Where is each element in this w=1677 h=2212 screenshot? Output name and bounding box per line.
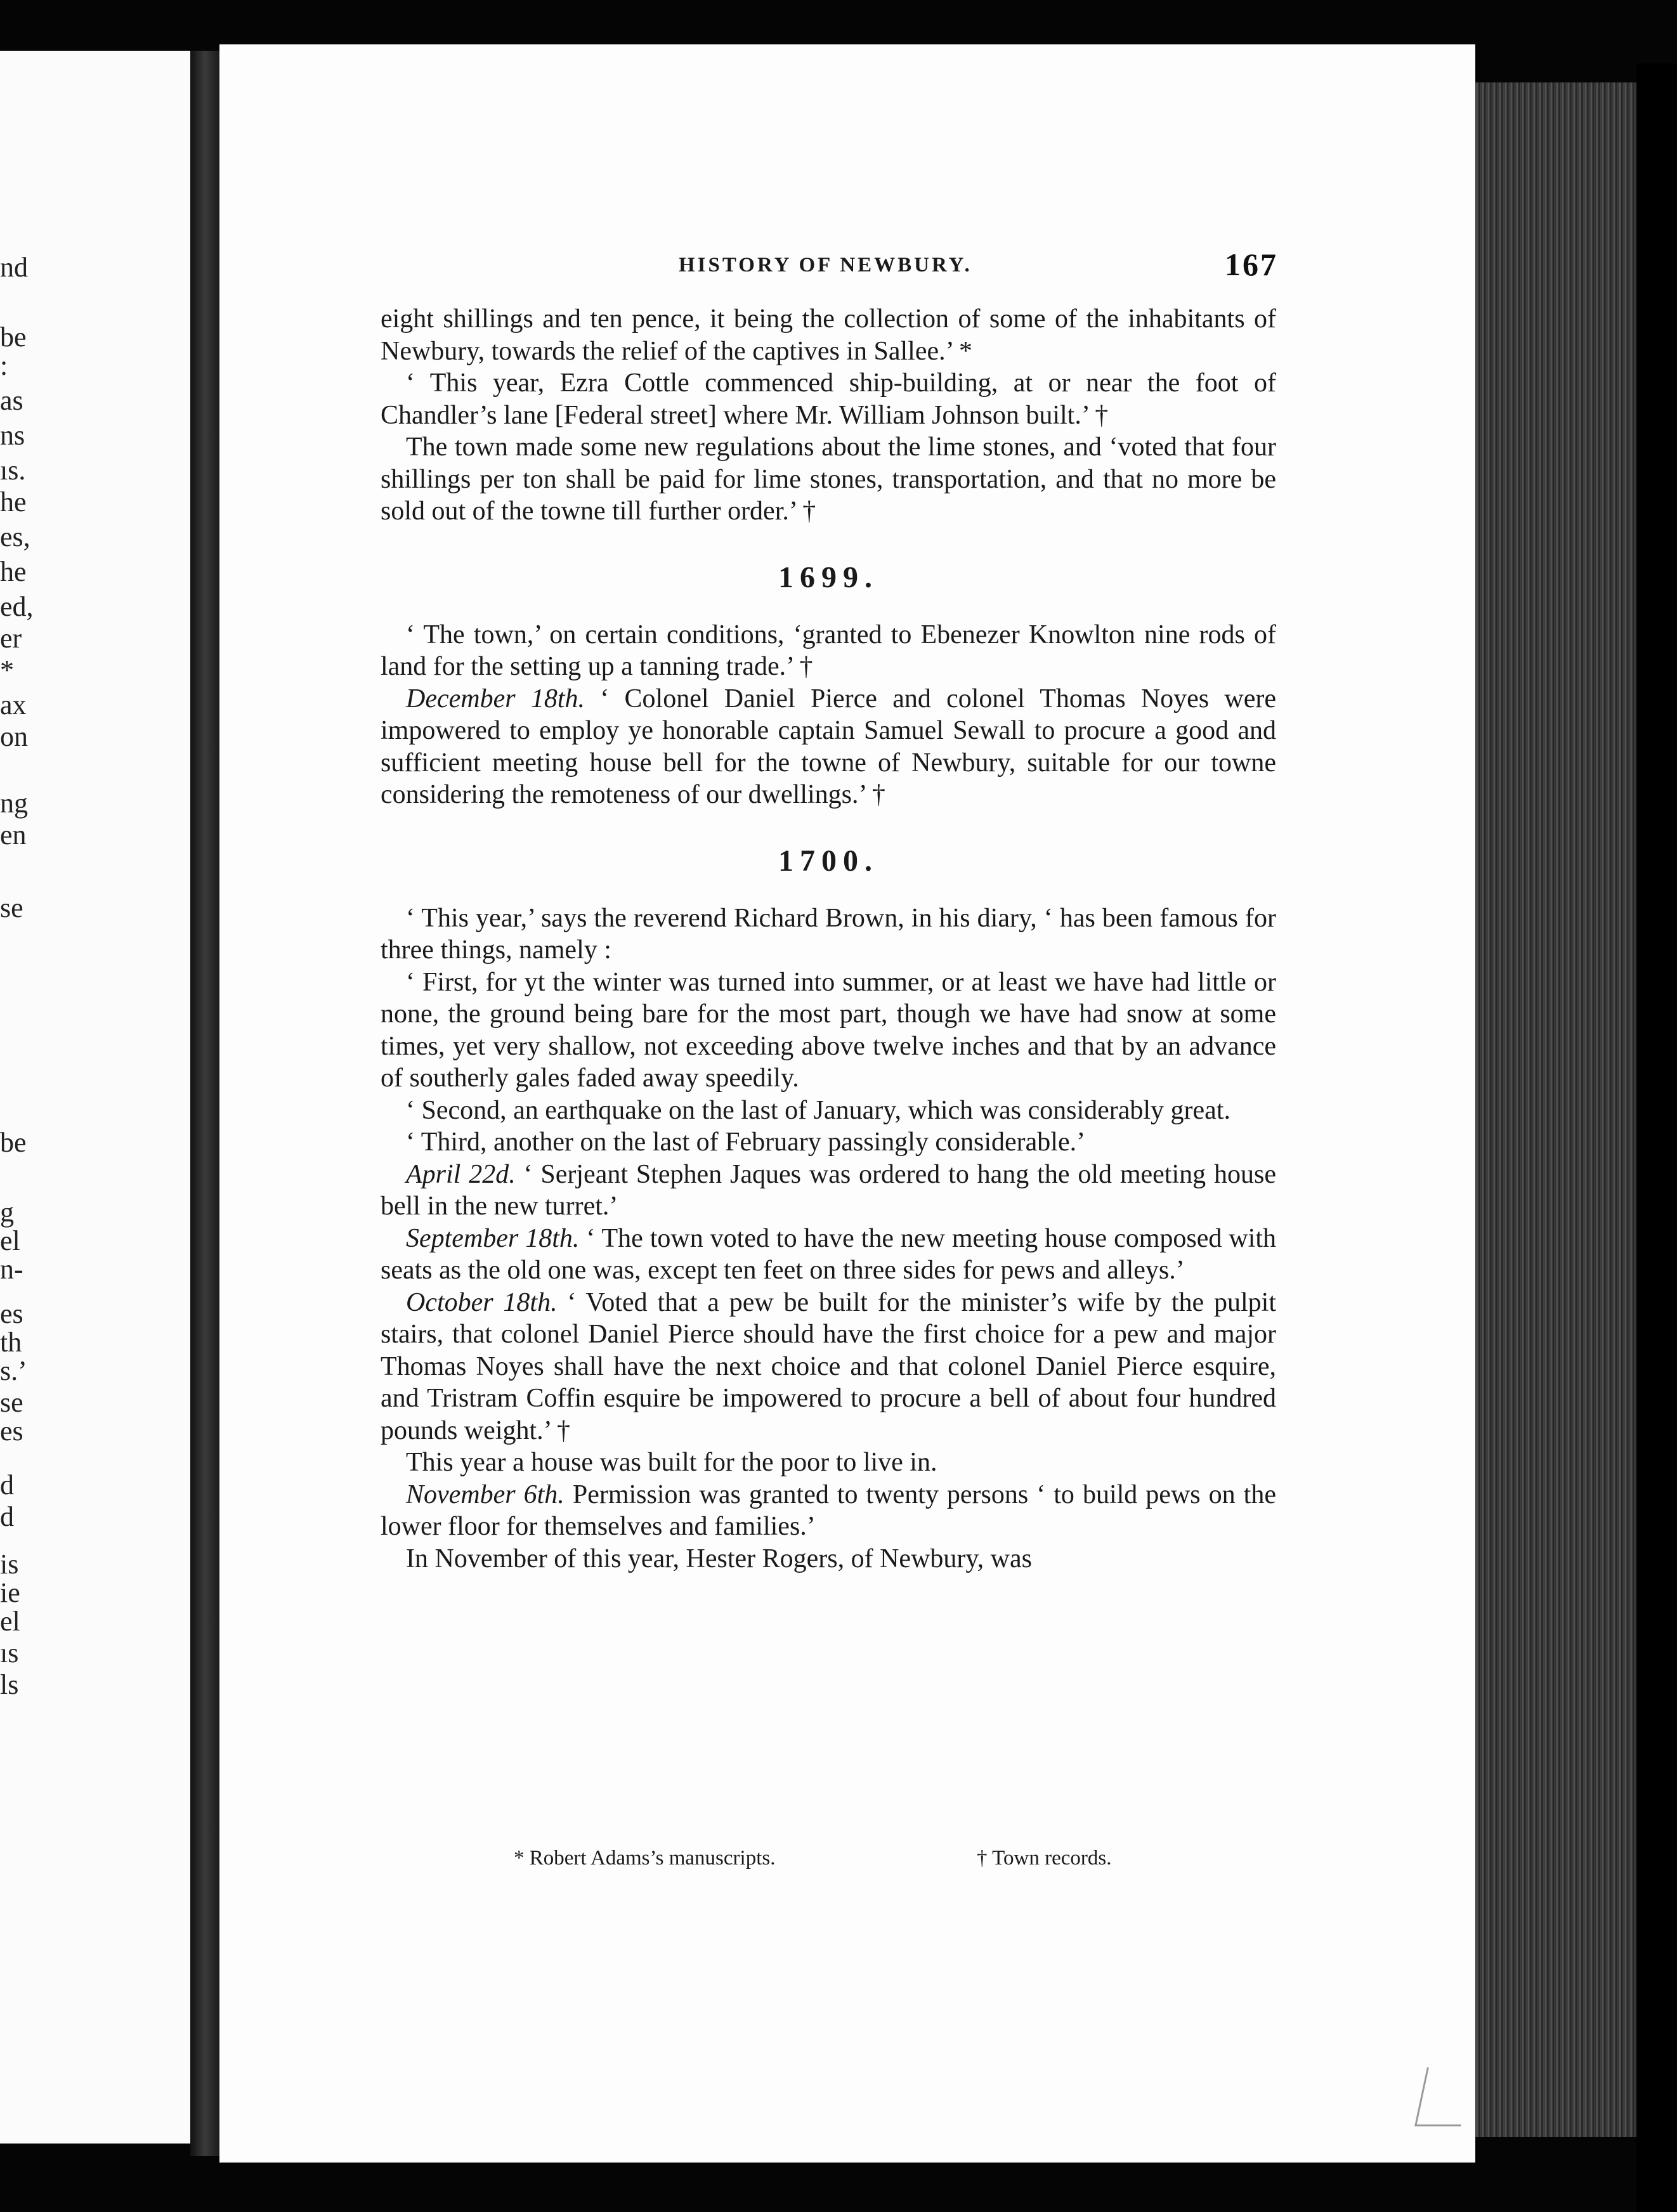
paragraph-text: Permission was granted to twenty persons ‘ to build pews on the lower floor for themselves and families.’	[381, 1480, 1276, 1541]
footnotes	[381, 1847, 1276, 1878]
running-head: HISTORY OF NEWBURY.	[679, 254, 972, 276]
facing-page-fragment-text: en	[0, 819, 27, 850]
date-label: October 18th.	[406, 1287, 558, 1317]
facing-page-fragment-text: be	[0, 322, 27, 353]
facing-page-fragment-text: el	[0, 1606, 20, 1637]
facing-page-fragment-text: es	[0, 1298, 23, 1329]
paragraph: The town made some new regulations about the lime stones, and ‘voted that four shillings per ton shall be paid for lime stones, transportation, and that no more be sold out of the towne till further order.’ †	[381, 433, 1276, 526]
facing-page-fragment-text: es,	[0, 521, 30, 552]
facing-page-fragment-text: g	[0, 1197, 14, 1228]
paragraph-text: ‘ Colonel Daniel Pierce and colonel Thomas Noyes were impowered to employ ye honorable captain Samuel Sewall to procure a good and sufficient meeting house bell for the towne of Newbury, suitable for our towne considering the remoteness of our dwellings.’ †	[381, 684, 1276, 809]
facing-page-fragment-text: th	[0, 1327, 22, 1358]
facing-page-fragment-text: el	[0, 1225, 20, 1256]
facing-page-fragment-text: :	[0, 350, 8, 381]
paragraph: In November of this year, Hester Rogers, of Newbury, was	[406, 1544, 1032, 1573]
paragraph	[381, 1479, 1276, 1543]
paragraph-text: ‘ The town voted to have the new meeting house composed with seats as the old one was, except ten feet on three sides for pews and alleys.’	[381, 1223, 1276, 1285]
facing-page-fragment-text: se	[0, 892, 23, 923]
paragraph: This year a house was built for the poor to live in.	[406, 1448, 937, 1477]
paragraph	[381, 1159, 1276, 1223]
paragraph: ‘ The town,’ on certain conditions, ‘granted to Ebenezer Knowlton nine rods of land for the setting up a tanning trade.’ †	[381, 620, 1276, 681]
facing-page-fragment-text: *	[0, 654, 14, 686]
paragraph: ‘ Third, another on the last of February passingly considerable.’	[406, 1128, 1086, 1157]
facing-page-fragment-text: d	[0, 1501, 14, 1532]
facing-page-fragment-text: es	[0, 1415, 23, 1447]
page-edges	[1475, 82, 1659, 2137]
facing-page-fragment-text: nd	[0, 252, 28, 283]
facing-page-fragment-text: ie	[0, 1577, 20, 1608]
facing-page-fragment-text: ax	[0, 689, 27, 720]
paragraph	[381, 683, 1276, 811]
facing-page-fragment-text: be	[0, 1127, 27, 1158]
paragraph	[381, 1287, 1276, 1447]
facing-page-fragment-text: er	[0, 623, 22, 654]
date-label: September 18th.	[406, 1223, 580, 1253]
facing-page-fragment-text: he	[0, 556, 27, 587]
date-label: December 18th.	[406, 684, 585, 713]
facing-page-fragment-text: is	[0, 1549, 19, 1580]
facing-page-line-ends	[0, 51, 190, 2144]
paragraph: ‘ First, for yt the winter was turned into summer, or at least we have had little or none, the ground being bare for the most part, though we have had snow at some times, yet very shallow, not exceeding above twelve inches and that by an advance of southerly gales faded away speedily.	[381, 967, 1276, 1093]
page-header	[679, 246, 1278, 284]
scan-border	[1636, 63, 1677, 2212]
paragraph: ‘ Second, an earthquake on the last of January, which was considerably great.	[406, 1095, 1230, 1125]
facing-page-fragment-text: ng	[0, 788, 28, 819]
paragraph-text: ‘ Serjeant Stephen Jaques was ordered to hang the old meeting house bell in the new turret.’	[381, 1159, 1276, 1221]
paragraph: ‘ This year,’ says the reverend Richard Brown, in his diary, ‘ has been famous for three things, namely :	[381, 903, 1276, 965]
facing-page-fragment-text: he	[0, 486, 27, 517]
facing-page-fragment-text: d	[0, 1469, 14, 1500]
page-number: 167	[1225, 247, 1278, 282]
book-gutter	[190, 51, 219, 2156]
facing-page-fragment-text: se	[0, 1387, 23, 1418]
facing-page-fragment-text: ed,	[0, 591, 34, 622]
facing-page-fragment-text: ıs.	[0, 455, 26, 486]
footnote-dagger: † Town records.	[977, 1847, 1112, 1870]
paragraph: eight shillings and ten pence, it being the collection of some of the inhabitants of Newbury, towards the relief of the captives in Sallee.’ *	[381, 304, 1276, 366]
facing-page-fragment-text: ns	[0, 420, 25, 451]
paragraph-text: ‘ Voted that a pew be built for the minister’s wife by the pulpit stairs, that colonel Daniel Pierce should have the first choice for a pew and major Thomas Noyes shall have the next choice and that colonel Daniel Pierce esquire, and Tristram Coffin esquire be impowered to procure a bell of about four hundred pounds weight.’ †	[381, 1287, 1276, 1445]
facing-page-fragment-text: as	[0, 385, 23, 416]
year-heading-1700: 1700.	[778, 843, 878, 878]
facing-page-fragment	[0, 51, 194, 2144]
facing-page-fragment-text: on	[0, 721, 28, 752]
facing-page-fragment-text: ıs	[0, 1637, 19, 1669]
paragraph	[381, 1223, 1276, 1287]
footnote-star: * Robert Adams’s manuscripts.	[514, 1847, 776, 1870]
date-label: November 6th.	[406, 1480, 564, 1509]
facing-page-fragment-text: ls	[0, 1669, 19, 1700]
facing-page-fragment-text: n-	[0, 1254, 23, 1285]
page-body	[381, 303, 1276, 1575]
facing-page-fragment-text: s.’	[0, 1355, 27, 1386]
year-heading-1699: 1699.	[778, 560, 878, 594]
paragraph: ‘ This year, Ezra Cottle commenced ship-building, at or near the foot of Chandler’s lane [Federal street] where Mr. William Johnson built.’ †	[381, 368, 1276, 430]
date-label: April 22d.	[406, 1159, 516, 1189]
